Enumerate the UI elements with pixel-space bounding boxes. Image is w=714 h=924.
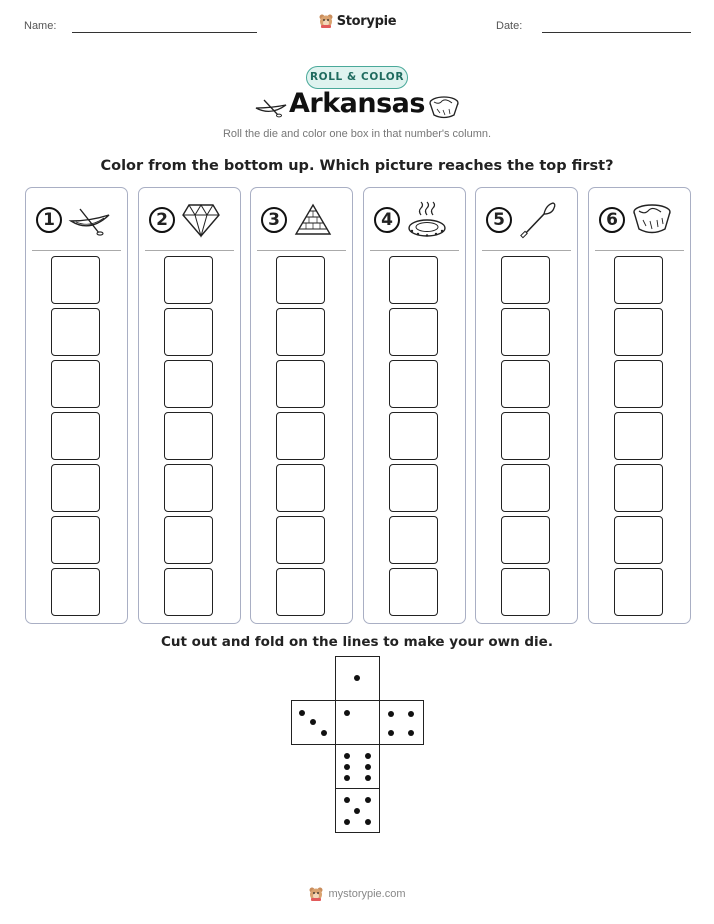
footer [0, 886, 714, 902]
column-2 [138, 187, 241, 624]
column-1 [25, 187, 128, 624]
color-box[interactable] [276, 412, 325, 460]
color-box[interactable] [389, 360, 438, 408]
color-box[interactable] [164, 256, 213, 304]
column-number: 3 [261, 207, 287, 233]
date-label: Date: [496, 20, 523, 32]
color-box[interactable] [389, 464, 438, 512]
die-pip [388, 711, 394, 717]
color-box[interactable] [501, 360, 550, 408]
die-pip [354, 808, 360, 814]
paddle-icon [518, 201, 558, 239]
subtitle: Roll the die and color one box in that number's column. [222, 128, 492, 140]
box-stack [51, 256, 100, 620]
die-pip [388, 730, 394, 736]
color-box[interactable] [276, 360, 325, 408]
color-box[interactable] [51, 412, 100, 460]
die-pip [344, 775, 350, 781]
color-box[interactable] [501, 464, 550, 512]
color-box[interactable] [276, 256, 325, 304]
die-pip [365, 764, 371, 770]
color-box[interactable] [164, 308, 213, 356]
color-box[interactable] [389, 256, 438, 304]
die-pip [310, 719, 316, 725]
box-stack [501, 256, 550, 620]
color-box[interactable] [51, 464, 100, 512]
color-box[interactable] [501, 568, 550, 616]
die-pip [344, 819, 350, 825]
color-box[interactable] [614, 464, 663, 512]
column-5 [475, 187, 578, 624]
color-box[interactable] [389, 412, 438, 460]
color-box[interactable] [276, 464, 325, 512]
column-divider [32, 250, 121, 251]
color-box[interactable] [614, 360, 663, 408]
footer-url[interactable]: mystorypie.com [328, 888, 406, 900]
die-pip [344, 753, 350, 759]
column-divider [145, 250, 234, 251]
color-box[interactable] [614, 412, 663, 460]
column-divider [595, 250, 684, 251]
die-pip [344, 710, 350, 716]
color-box[interactable] [501, 412, 550, 460]
name-label: Name: [24, 20, 57, 32]
bear-icon [318, 13, 334, 29]
color-box[interactable] [51, 308, 100, 356]
die-pip [299, 710, 305, 716]
die-face-back [335, 788, 380, 833]
column-number: 6 [599, 207, 625, 233]
canoe-icon [68, 203, 112, 237]
column-3 [250, 187, 353, 624]
page-title: Arkansas [289, 88, 425, 119]
brand-name: Storypie [336, 13, 397, 29]
color-box[interactable] [164, 516, 213, 564]
die-pip [365, 819, 371, 825]
color-box[interactable] [389, 568, 438, 616]
bear-icon [308, 886, 324, 902]
box-stack [389, 256, 438, 620]
color-box[interactable] [51, 360, 100, 408]
brand-logo [0, 13, 714, 29]
color-box[interactable] [276, 516, 325, 564]
box-stack [164, 256, 213, 620]
color-box[interactable] [164, 464, 213, 512]
color-box[interactable] [389, 516, 438, 564]
color-box[interactable] [614, 256, 663, 304]
color-box[interactable] [51, 568, 100, 616]
color-box[interactable] [501, 308, 550, 356]
color-box[interactable] [164, 360, 213, 408]
color-box[interactable] [614, 568, 663, 616]
column-divider [370, 250, 459, 251]
color-box[interactable] [276, 308, 325, 356]
die-pip [344, 764, 350, 770]
color-box[interactable] [51, 516, 100, 564]
color-box[interactable] [164, 412, 213, 460]
pyramid-icon [293, 202, 333, 238]
column-number: 4 [374, 207, 400, 233]
die-pip [365, 753, 371, 759]
diamond-icon [181, 202, 221, 238]
cut-instruction: Cut out and fold on the lines to make your own die. [161, 634, 553, 650]
color-box[interactable] [614, 516, 663, 564]
column-divider [257, 250, 346, 251]
die-face-top [335, 656, 380, 701]
die-pip [321, 730, 327, 736]
die-pip [354, 675, 360, 681]
box-stack [276, 256, 325, 620]
river-bowl-icon [428, 95, 460, 121]
die-face-right [379, 700, 424, 745]
hot-spring-icon [406, 201, 448, 239]
column-number: 5 [486, 207, 512, 233]
column-6 [588, 187, 691, 624]
date-line[interactable] [542, 32, 691, 33]
column-divider [482, 250, 571, 251]
color-box[interactable] [501, 516, 550, 564]
column-number: 2 [149, 207, 175, 233]
activity-badge: ROLL & COLOR [306, 66, 408, 89]
die-pip [344, 797, 350, 803]
column-4 [363, 187, 466, 624]
name-line[interactable] [72, 32, 257, 33]
instruction: Color from the bottom up. Which picture reaches the top first? [100, 158, 614, 174]
color-box[interactable] [276, 568, 325, 616]
box-stack [614, 256, 663, 620]
color-box[interactable] [389, 308, 438, 356]
color-box[interactable] [501, 256, 550, 304]
die-pip [408, 711, 414, 717]
column-number: 1 [36, 207, 62, 233]
die-pip [408, 730, 414, 736]
die-pip [365, 797, 371, 803]
river-bowl-icon [631, 202, 673, 238]
die-face-bottom [335, 744, 380, 789]
color-box[interactable] [614, 308, 663, 356]
color-box[interactable] [51, 256, 100, 304]
color-box[interactable] [164, 568, 213, 616]
die-pip [365, 775, 371, 781]
die-face-left [291, 700, 336, 745]
die-face-center [335, 700, 380, 745]
